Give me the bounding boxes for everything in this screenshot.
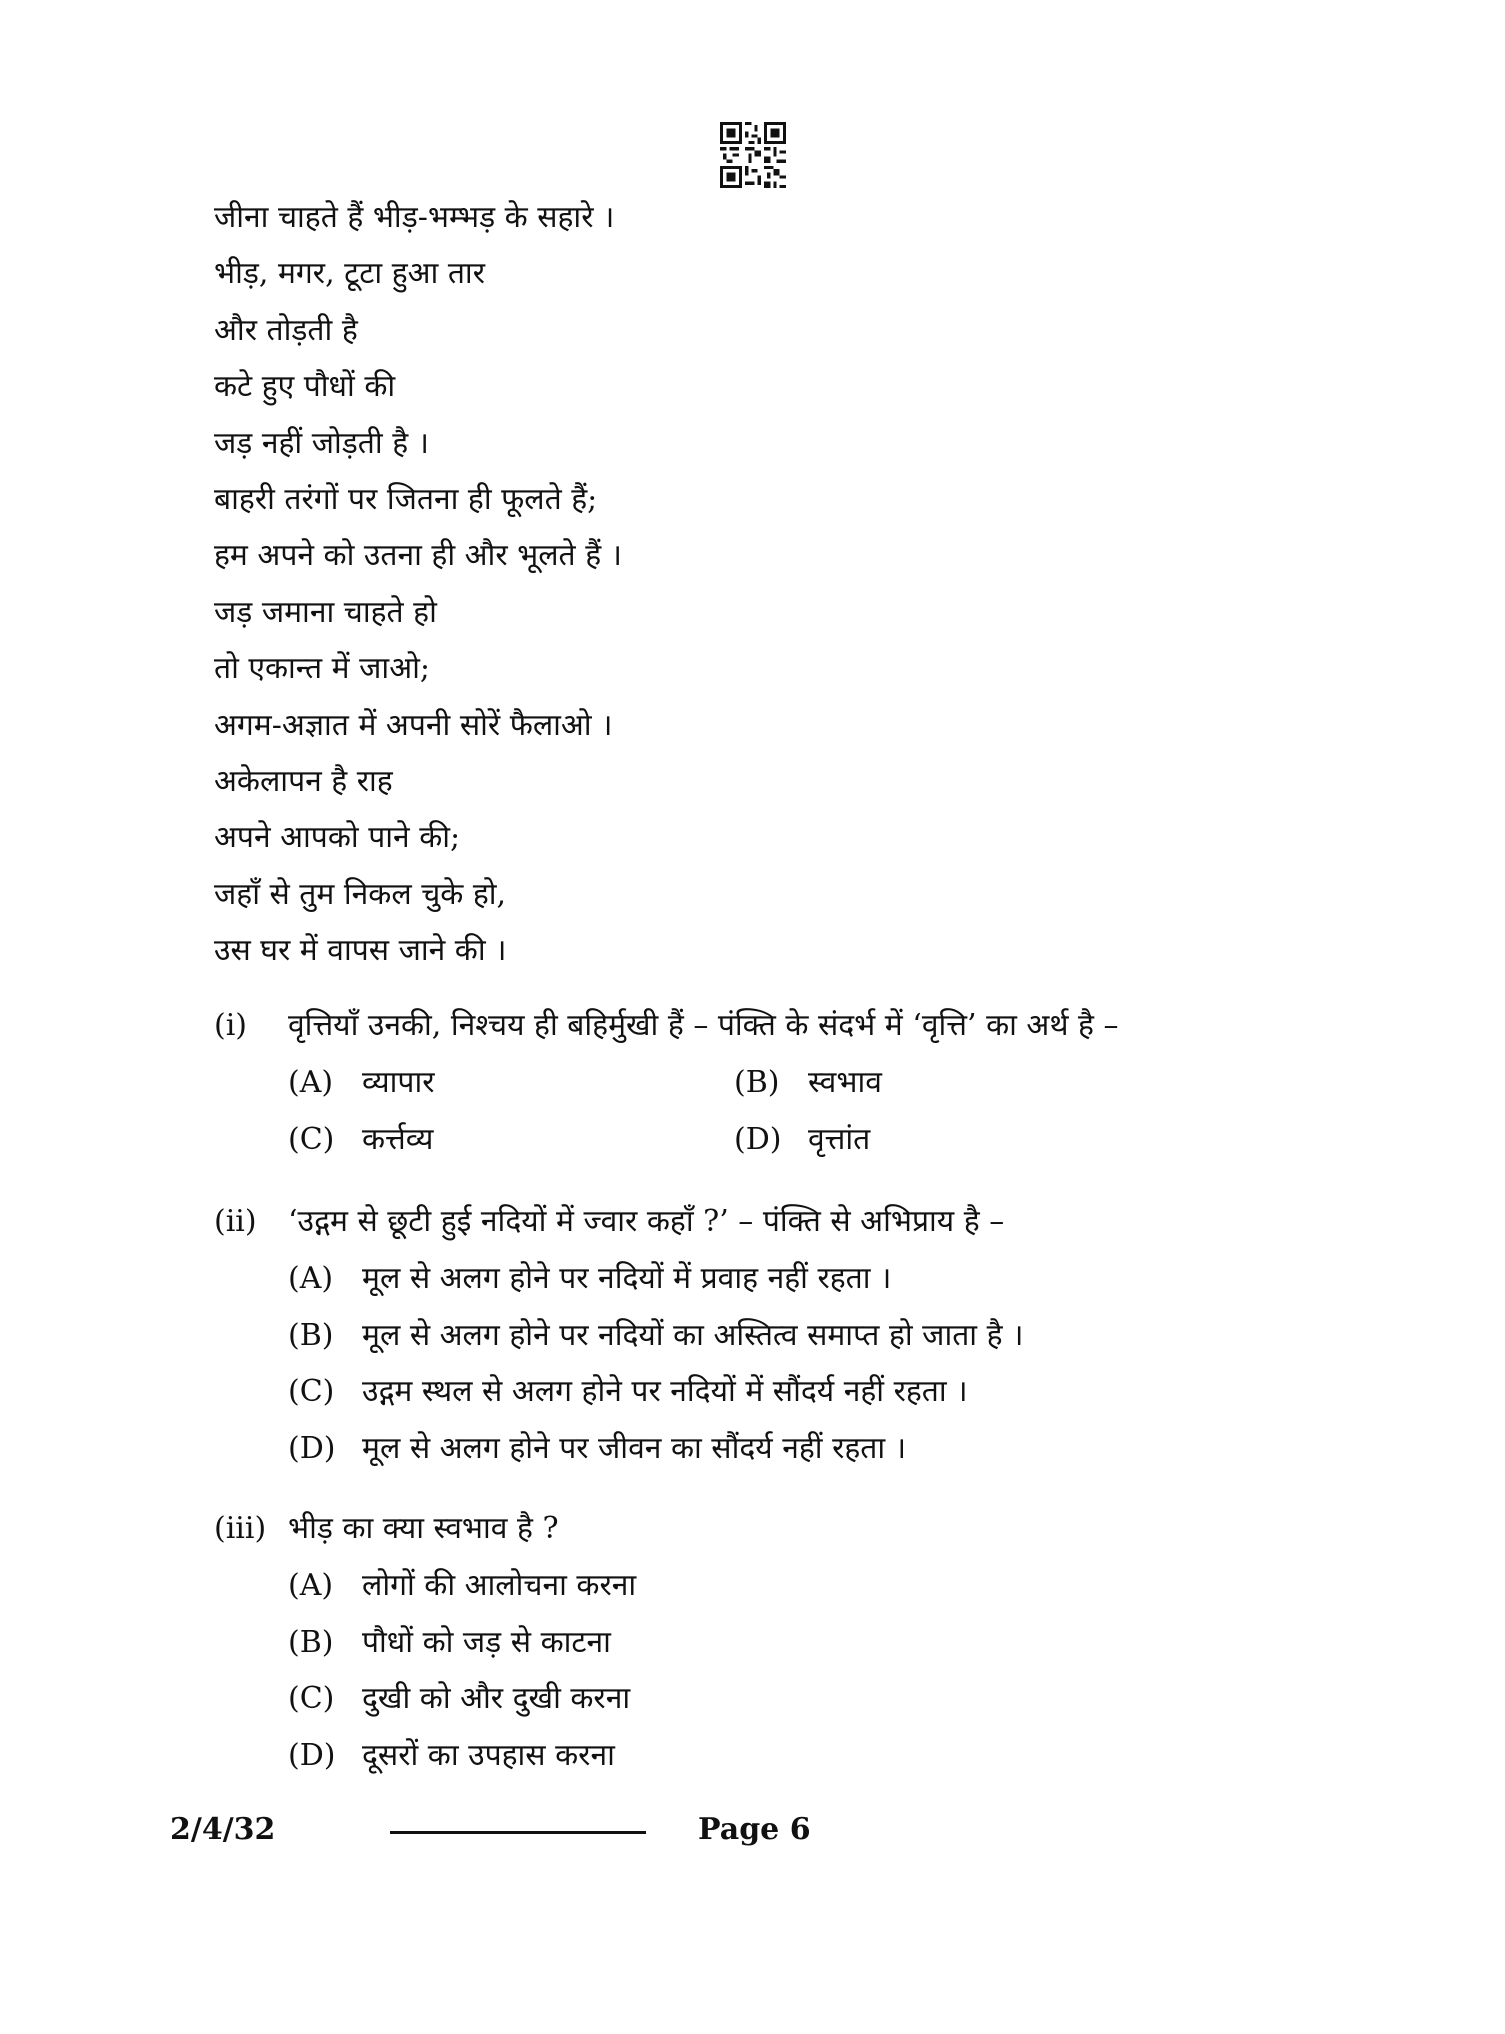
- option-text: दुखी को और दुखी करना: [362, 1681, 631, 1716]
- options-list: [288, 1558, 1414, 1784]
- question-number: (ii): [214, 1204, 257, 1239]
- question-stem: [214, 1500, 1414, 1558]
- option-c: [288, 1112, 734, 1169]
- poem-line: अगम-अज्ञात में अपनी सोरें फैलाओ ।: [214, 707, 613, 743]
- question-3: [214, 1500, 1414, 1784]
- footer-divider: [390, 1831, 646, 1834]
- page-footer: [0, 1805, 1505, 1855]
- option-d: [734, 1112, 1180, 1169]
- option-letter: (D): [734, 1121, 782, 1157]
- option-text: मूल से अलग होने पर नदियों का अस्तित्व समाप्त हो जाता है ।: [362, 1317, 1024, 1353]
- question-number: (iii): [214, 1511, 267, 1546]
- option-letter: (A): [288, 1065, 334, 1100]
- option-text: वृत्तांत: [808, 1121, 871, 1157]
- poem-line: अकेलापन है राह: [214, 763, 393, 799]
- option-letter: (C): [288, 1681, 335, 1716]
- option-a: [288, 1558, 1414, 1615]
- poem-line: अपने आपको पाने की;: [214, 820, 461, 856]
- option-a: [288, 1055, 734, 1112]
- option-text: मूल से अलग होने पर जीवन का सौंदर्य नहीं रहता ।: [362, 1430, 907, 1466]
- option-letter: (D): [288, 1737, 336, 1773]
- option-text: पौधों को जड़ से काटना: [362, 1624, 611, 1660]
- options-list: [288, 1251, 1414, 1477]
- option-letter: (D): [288, 1430, 336, 1466]
- qr-code-icon: [720, 122, 786, 188]
- option-c: [288, 1364, 1414, 1421]
- poem-line: जहाँ से तुम निकल चुके हो,: [214, 876, 507, 912]
- option-b: [734, 1055, 1180, 1112]
- option-letter: (B): [288, 1624, 334, 1660]
- option-letter: (B): [734, 1065, 780, 1100]
- option-text: स्वभाव: [808, 1065, 882, 1100]
- poem-line: तो एकान्त में जाओ;: [214, 651, 430, 687]
- poem-excerpt: [214, 190, 1314, 979]
- poem-line: भीड़, मगर, टूटा हुआ तार: [214, 256, 485, 292]
- options-grid: [288, 1055, 1414, 1168]
- question-text: ‘उद्गम से छूटी हुई नदियों में ज्वार कहाँ ?’ – पंक्ति से अभिप्राय है –: [288, 1204, 1005, 1239]
- question-text: वृत्तियाँ उनकी, निश्चय ही बहिर्मुखी हैं – पंक्ति के संदर्भ में ‘वृत्ति’ का अर्थ है –: [288, 1008, 1119, 1043]
- poem-line: और तोड़ती है: [214, 312, 358, 348]
- page-number: Page 6: [698, 1812, 811, 1847]
- question-1: [214, 997, 1414, 1168]
- question-2: [214, 1193, 1414, 1477]
- question-number: (i): [214, 1008, 248, 1043]
- option-letter: (C): [288, 1121, 335, 1157]
- question-stem: [214, 1193, 1414, 1251]
- option-letter: (A): [288, 1568, 334, 1603]
- option-b: [288, 1308, 1414, 1365]
- option-text: दूसरों का उपहास करना: [362, 1737, 615, 1773]
- option-letter: (B): [288, 1317, 334, 1353]
- option-b: [288, 1615, 1414, 1672]
- option-letter: (C): [288, 1374, 335, 1409]
- poem-line: बाहरी तरंगों पर जितना ही फूलते हैं;: [214, 481, 598, 517]
- option-text: मूल से अलग होने पर नदियों में प्रवाह नहीं रहता ।: [362, 1261, 892, 1296]
- question-text: भीड़ का क्या स्वभाव है ?: [288, 1511, 559, 1546]
- option-text: उद्गम स्थल से अलग होने पर नदियों में सौंदर्य नहीं रहता ।: [362, 1374, 968, 1409]
- poem-line: जड़ नहीं जोड़ती है ।: [214, 425, 430, 461]
- option-text: लोगों की आलोचना करना: [362, 1568, 637, 1603]
- option-text: व्यापार: [362, 1065, 435, 1100]
- poem-line: जीना चाहते हैं भीड़-भम्भड़ के सहारे ।: [214, 200, 615, 235]
- question-stem: [214, 997, 1414, 1055]
- option-text: कर्त्तव्य: [362, 1121, 434, 1157]
- poem-line: हम अपने को उतना ही और भूलते हैं ।: [214, 538, 623, 574]
- option-d: [288, 1421, 1414, 1478]
- poem-line: कटे हुए पौधों की: [214, 369, 396, 405]
- option-a: [288, 1251, 1414, 1308]
- option-letter: (A): [288, 1261, 334, 1296]
- option-d: [288, 1728, 1414, 1785]
- poem-line: जड़ जमाना चाहते हो: [214, 594, 437, 630]
- option-c: [288, 1671, 1414, 1728]
- paper-code: 2/4/32: [170, 1812, 276, 1847]
- poem-line: उस घर में वापस जाने की ।: [214, 933, 507, 969]
